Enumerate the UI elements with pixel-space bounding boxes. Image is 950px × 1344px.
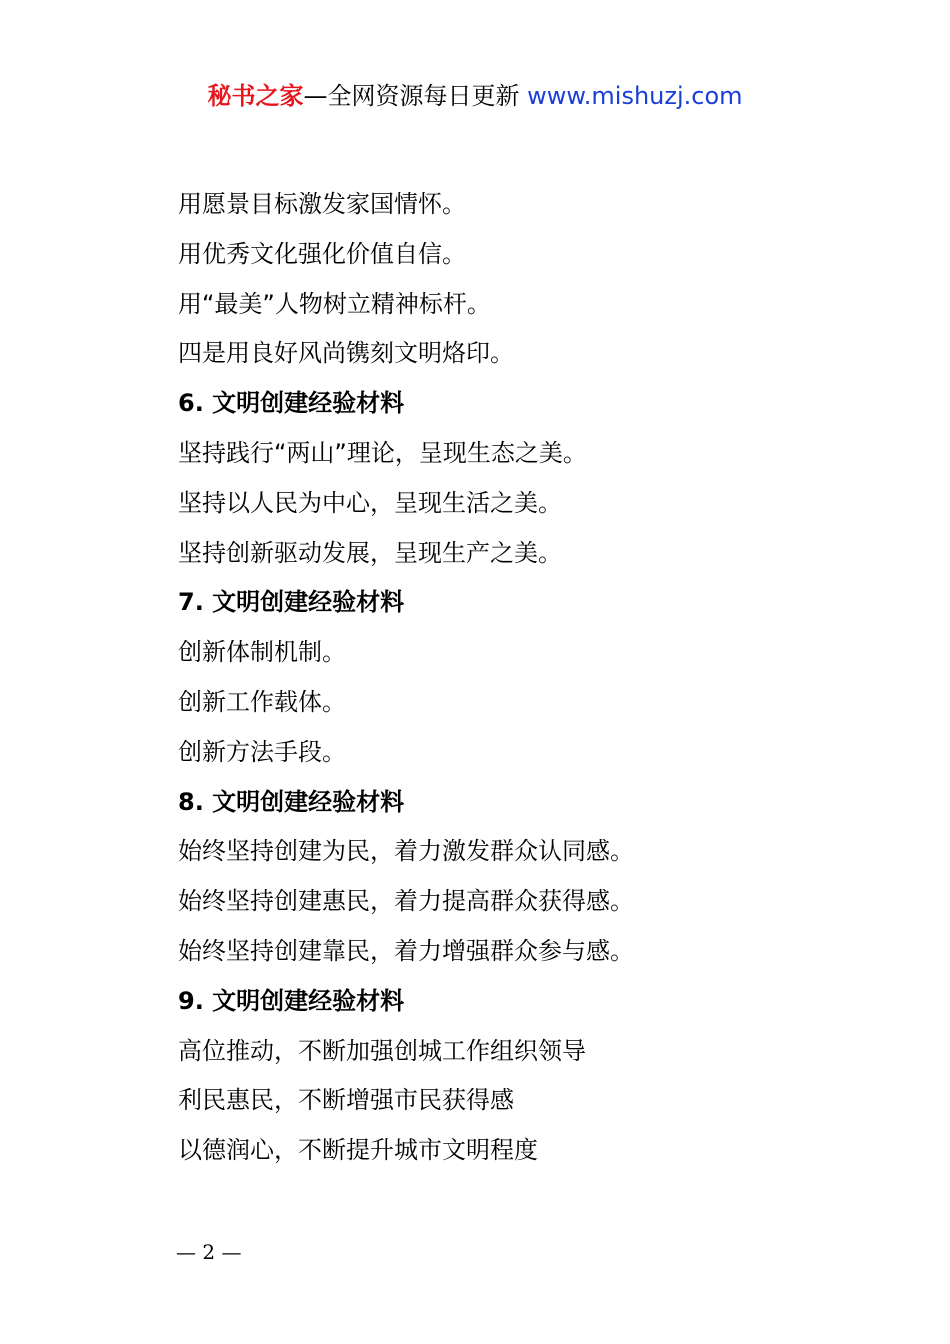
body-line: 始终坚持创建靠民，着力增强群众参与感。 <box>178 936 634 965</box>
body-line: 四是用良好风尚镌刻文明烙印。 <box>178 339 514 368</box>
page-number: — 2 — <box>176 1240 242 1264</box>
body-line: 坚持创新驱动发展，呈现生产之美。 <box>178 538 562 567</box>
body-line: 坚持践行“两山”理论，呈现生态之美。 <box>178 438 587 467</box>
body-line: 高位推动，不断加强创城工作组织领导 <box>178 1036 586 1065</box>
body-line: 创新方法手段。 <box>178 737 346 766</box>
document-body <box>178 180 878 1176</box>
header-tagline: —全网资源每日更新 <box>303 82 528 110</box>
section-heading: 6. 文明创建经验材料 <box>178 389 405 418</box>
body-line: 创新工作载体。 <box>178 687 346 716</box>
body-line: 用“最美”人物树立精神标杆。 <box>178 289 491 318</box>
body-line: 用优秀文化强化价值自信。 <box>178 239 466 268</box>
header-url-link[interactable]: www.mishuzj.com <box>527 82 743 110</box>
body-line: 以德润心，不断提升城市文明程度 <box>178 1136 538 1165</box>
brand-name: 秘书之家 <box>207 82 304 110</box>
section-heading: 9. 文明创建经验材料 <box>178 986 405 1015</box>
section-heading: 7. 文明创建经验材料 <box>178 588 405 617</box>
body-line: 创新体制机制。 <box>178 638 346 667</box>
body-line: 始终坚持创建惠民，着力提高群众获得感。 <box>178 887 634 916</box>
body-line: 利民惠民，不断增强市民获得感 <box>178 1086 514 1115</box>
body-line: 坚持以人民为中心，呈现生活之美。 <box>178 488 562 517</box>
body-line: 用愿景目标激发家国情怀。 <box>178 190 466 218</box>
body-line: 始终坚持创建为民，着力激发群众认同感。 <box>178 837 634 866</box>
section-heading: 8. 文明创建经验材料 <box>178 787 405 816</box>
page-header <box>0 78 950 114</box>
